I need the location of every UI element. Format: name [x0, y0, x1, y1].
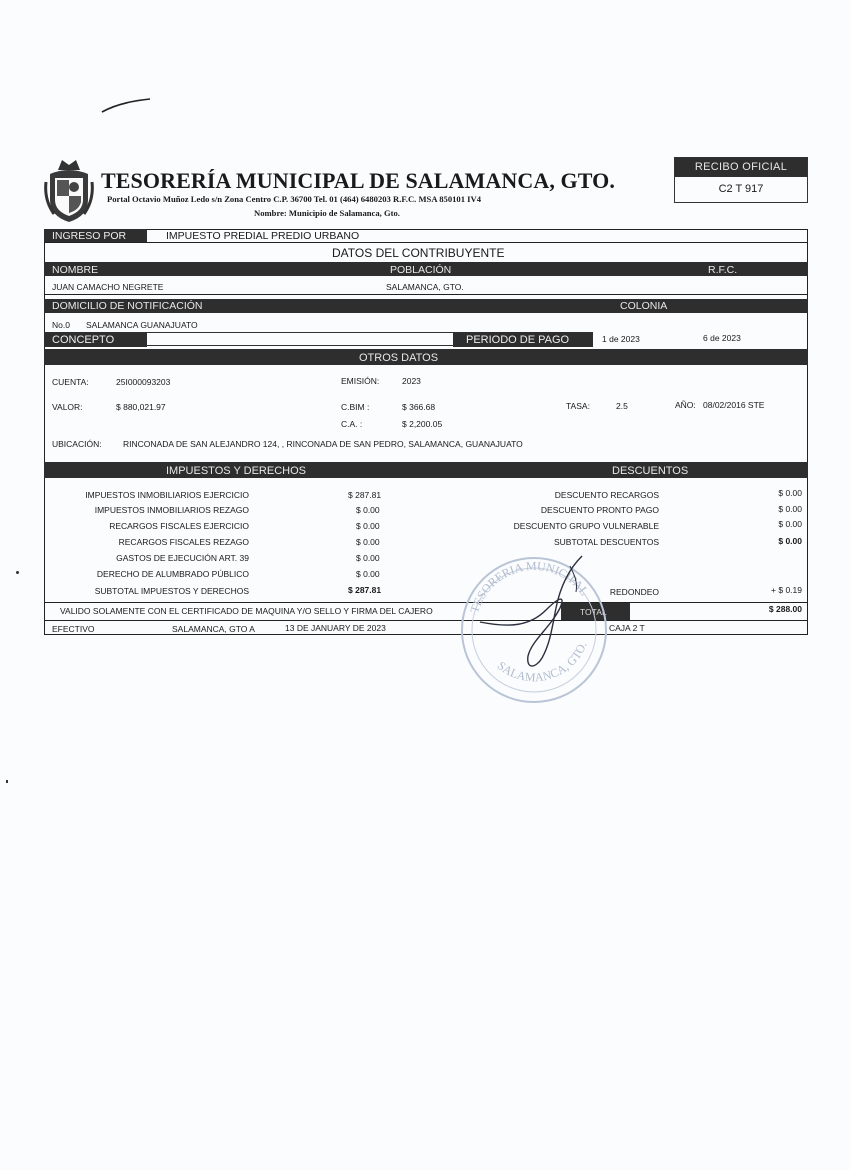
redondeo-value: + $ 0.19 [771, 585, 802, 595]
ingreso-value: IMPUESTO PREDIAL PREDIO URBANO [166, 230, 360, 242]
valor-value: $ 880,021.97 [116, 402, 166, 412]
anio-label: AÑO: [675, 400, 696, 410]
descuentos-subtotal-amount: $ 0.00 [778, 536, 802, 546]
poblacion-label: POBLACIÓN [390, 264, 452, 276]
periodo-label: PERIODO DE PAGO [466, 334, 570, 346]
scan-dot [16, 571, 19, 574]
impuesto-amount: $ 0.00 [356, 505, 380, 515]
stamp-text-top: TESORERIA MUNICIPAL [467, 558, 592, 615]
caja: CAJA 2 T [609, 623, 645, 633]
receipt-number: C2 T 917 [718, 183, 764, 195]
impuesto-label: GASTOS DE EJECUCIÓN ART. 39 [116, 553, 249, 563]
forma-pago: EFECTIVO [52, 624, 95, 634]
fecha: 13 DE JANUARY DE 2023 [285, 623, 386, 633]
impuestos-subtotal-amount: $ 287.81 [348, 585, 382, 595]
nombre-value: JUAN CAMACHO NEGRETE [52, 282, 164, 292]
descuento-label: DESCUENTO PRONTO PAGO [540, 505, 659, 515]
impuestos-header-bar [44, 462, 808, 478]
poblacion-value: SALAMANCA, GTO. [386, 282, 464, 292]
domicilio-label: DOMICILIO DE NOTIFICACIÓN [52, 300, 203, 312]
total-label: TOTAL [580, 607, 607, 617]
stamp-text-bottom: SALAMANCA, GTO. [494, 639, 590, 685]
descuento-amount: $ 0.00 [778, 519, 802, 529]
receipt-box [674, 157, 808, 203]
receipt-label: RECIBO OFICIAL [675, 158, 807, 177]
tasa-value: 2.5 [616, 401, 628, 411]
domicilio-number: No.0 [52, 320, 70, 330]
domicilio-value: SALAMANCA GUANAJUATO [86, 320, 198, 330]
descuento-label: DESCUENTO GRUPO VULNERABLE [513, 521, 659, 531]
total-value: $ 288.00 [768, 604, 802, 614]
impuesto-label: RECARGOS FISCALES REZAGO [118, 537, 249, 547]
scan-dot [6, 780, 8, 783]
ca-label: C.A. : [341, 419, 363, 429]
divider [44, 294, 808, 295]
validez-text: VALIDO SOLAMENTE CON EL CERTIFICADO DE MAQUINA Y/O SELLO Y FIRMA DEL CAJERO [60, 606, 433, 616]
emision-value: 2023 [402, 376, 421, 386]
periodo-hasta: 6 de 2023 [703, 333, 741, 343]
ubicacion-value: RINCONADA DE SAN ALEJANDRO 124, , RINCONADA DE SAN PEDRO, SALAMANCA, GUANAJUATO [123, 439, 523, 449]
lugar: SALAMANCA, GTO A [172, 624, 255, 634]
office-address: Portal Octavio Muñoz Ledo s/n Zona Centro C.P. 36700 Tel. 01 (464) 6480203 R.F.C. MSA 850101 IV4 [107, 194, 481, 204]
impuestos-subtotal-label: SUBTOTAL IMPUESTOS Y DERECHOS [94, 586, 249, 596]
divider [44, 620, 808, 621]
descuento-amount: $ 0.00 [778, 504, 802, 514]
ca-value: $ 2,200.05 [402, 419, 443, 429]
cuenta-label: CUENTA: [52, 377, 89, 387]
concepto-label: CONCEPTO [52, 334, 115, 346]
divider [44, 242, 808, 243]
office-name-line: Nombre: Municipio de Salamanca, Gto. [254, 208, 400, 218]
impuesto-amount: $ 287.81 [348, 490, 382, 500]
divider [44, 602, 808, 603]
descuentos-subtotal-label: SUBTOTAL DESCUENTOS [553, 537, 659, 547]
rfc-label: R.F.C. [708, 264, 738, 276]
colonia-label: COLONIA [620, 300, 668, 312]
cbim-value: $ 366.68 [402, 402, 436, 412]
nombre-label: NOMBRE [52, 264, 99, 276]
descuento-label: DESCUENTO RECARGOS [554, 490, 659, 500]
otros-section-title: OTROS DATOS [359, 352, 439, 364]
impuesto-amount: $ 0.00 [356, 521, 380, 531]
periodo-desde: 1 de 2023 [602, 334, 640, 344]
impuesto-label: RECARGOS FISCALES EJERCICIO [109, 521, 249, 531]
redondeo-label: REDONDEO [609, 587, 659, 597]
impuestos-header: IMPUESTOS Y DERECHOS [166, 465, 306, 477]
impuesto-amount: $ 0.00 [356, 553, 380, 563]
cashier-signature [470, 548, 600, 678]
descuentos-header: DESCUENTOS [612, 465, 689, 477]
office-title: TESORERÍA MUNICIPAL DE SALAMANCA, GTO. [101, 168, 615, 193]
impuesto-label: IMPUESTOS INMOBILIARIOS REZAGO [94, 505, 249, 515]
ingreso-label: INGRESO POR [52, 230, 127, 242]
ubicacion-label: UBICACIÓN: [52, 439, 102, 449]
pen-mark [100, 96, 152, 116]
coat-of-arms-logo [44, 156, 94, 224]
impuesto-amount: $ 0.00 [356, 537, 380, 547]
descuento-amount: $ 0.00 [778, 488, 802, 498]
impuesto-label: DERECHO DE ALUMBRADO PÚBLICO [96, 569, 249, 579]
emision-label: EMISIÓN: [341, 376, 380, 386]
valor-label: VALOR: [52, 402, 83, 412]
anio-value: 08/02/2016 STE [703, 400, 765, 410]
concepto-value-cell [147, 332, 453, 346]
impuesto-amount: $ 0.00 [356, 569, 380, 579]
cuenta-value: 25I000093203 [116, 377, 171, 387]
tasa-label: TASA: [566, 401, 590, 411]
cbim-label: C.BIM : [341, 402, 370, 412]
contribuyente-section-title: DATOS DEL CONTRIBUYENTE [332, 246, 505, 260]
impuesto-label: IMPUESTOS INMOBILIARIOS EJERCICIO [85, 490, 249, 500]
